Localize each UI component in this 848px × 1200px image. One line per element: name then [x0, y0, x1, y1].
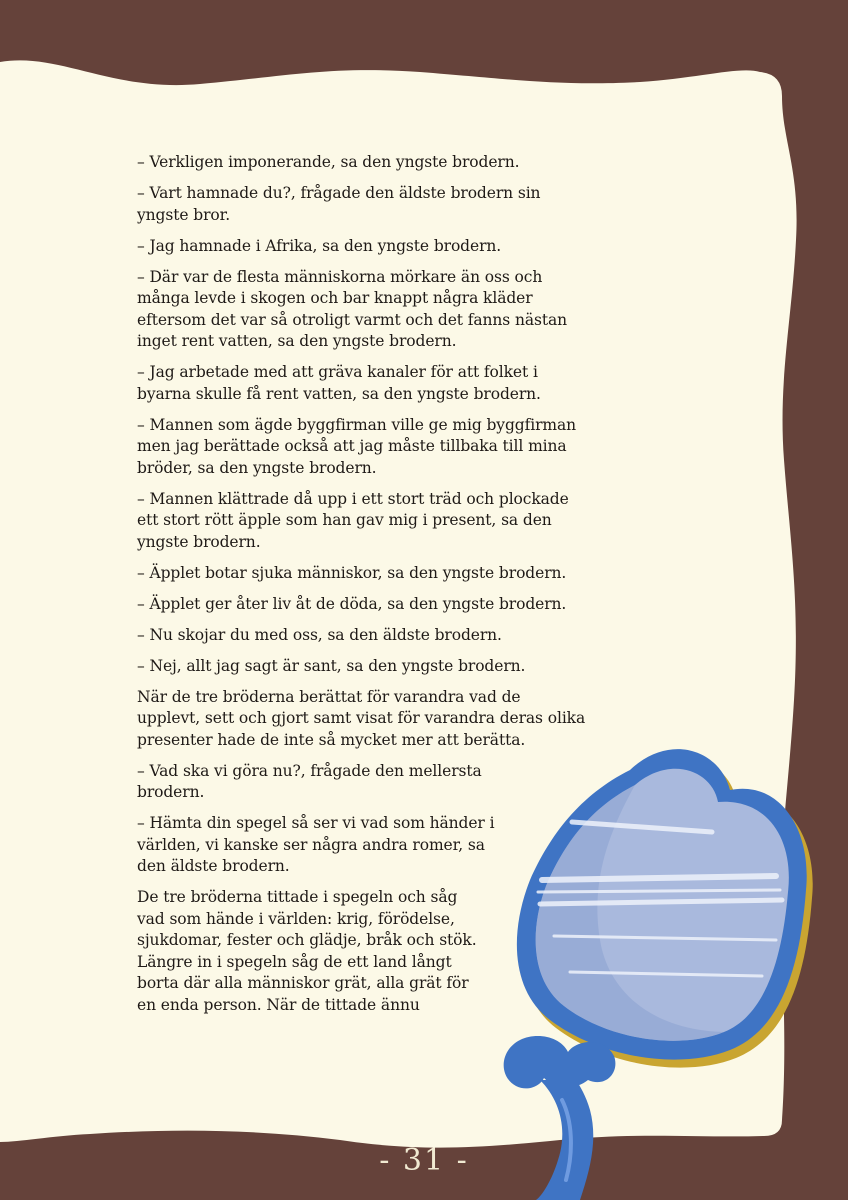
- paragraph: – Äpplet ger åter liv åt de döda, sa den yngste brodern.: [137, 594, 567, 613]
- paragraph: – Jag hamnade i Afrika, sa den yngste brodern.: [137, 236, 502, 255]
- paragraph: – Mannen klättrade då upp i ett stort träd och plockade ett stort rött äpple som han gav mig i present, sa den yngste brodern.: [137, 489, 569, 551]
- paragraph: – Vad ska vi göra nu?, frågade den mellersta brodern.: [137, 761, 482, 801]
- paragraph: – Hämta din spegel så ser vi vad som händer i världen, vi kanske ser några andra romer, sa den äldste brodern.: [137, 814, 495, 875]
- mirror-handle: [536, 1080, 593, 1200]
- paragraph: – Vart hamnade du?, frågade den äldste brodern sin yngste bror.: [137, 184, 541, 224]
- paragraph: – Äpplet botar sjuka människor, sa den yngste brodern.: [137, 563, 567, 582]
- paragraph: – Nej, allt jag sagt är sant, sa den yngste brodern.: [137, 656, 526, 675]
- page-number: - 31 -: [379, 1143, 469, 1178]
- hand-mirror-icon: [480, 740, 820, 1200]
- paragraph: – Där var de flesta människorna mörkare än oss och många levde i skogen och bar knappt några kläder eftersom det var så otroligt varmt och det fanns nästan inget rent vatten, sa den yngste brodern.: [137, 267, 568, 350]
- paragraph: – Verkligen imponerande, sa den yngste brodern.: [137, 153, 520, 171]
- paragraph: De tre bröderna tittade i spegeln och såg vad som hände i världen: krig, förödelse, sjukdomar, fester och glädje, bråk och stök. Längre in i spegeln såg de ett land långt borta där alla människor grät, alla grät för en enda person. När de tittade ännu: [137, 888, 477, 1014]
- paragraph: – Mannen som ägde byggfirman ville ge mig byggfirman men jag berättade också att jag måste tillbaka till mina bröder, sa den yngste brodern.: [137, 415, 577, 477]
- paragraph: – Jag arbetade med att gräva kanaler för att folket i byarna skulle få rent vatten, sa den yngste brodern.: [137, 363, 541, 403]
- paragraph: När de tre bröderna berättat för varandra vad de upplevt, sett och gjort samt visat för varandra deras olika presenter hade de inte så mycket mer att berätta.: [137, 687, 586, 749]
- paragraph: – Nu skojar du med oss, sa den äldste brodern.: [137, 625, 502, 644]
